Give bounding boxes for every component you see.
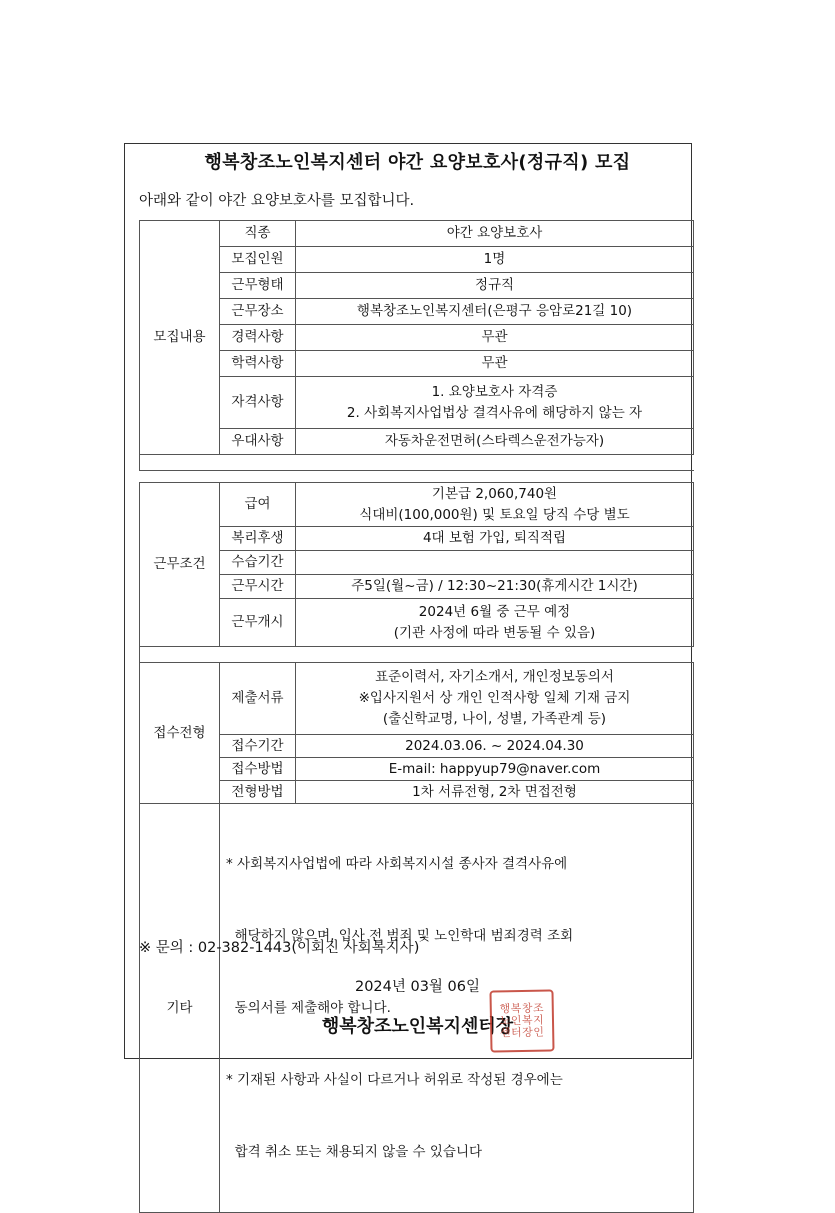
recruit-category: 모집내용 (140, 221, 220, 455)
value-line: ※입사지원서 상 개인 인적사항 일체 기재 금지 (358, 690, 631, 706)
seal-line: 행복창조 (499, 1001, 545, 1016)
row-label: 근무장소 (220, 299, 296, 325)
etc-line: 동의서를 제출해야 합니다. (226, 1000, 391, 1016)
row-value: 정규직 (296, 273, 694, 299)
official-seal (489, 989, 554, 1052)
application-category: 접수전형 (140, 663, 220, 804)
etc-category: 기타 (140, 804, 220, 1213)
seal-line: 노인복지 (499, 1013, 545, 1028)
etc-line: 해당하지 않으며, 입사 전 범죄 및 노인학대 범죄경력 조회 (226, 928, 574, 944)
row-value: 1명 (296, 247, 694, 273)
row-label: 전형방법 (220, 781, 296, 804)
row-value: 1차 서류전형, 2차 면접전형 (296, 781, 694, 804)
conditions-category: 근무조건 (140, 483, 220, 647)
row-value: 행복창조노인복지센터(은평구 응암로21길 10) (296, 299, 694, 325)
row-value (296, 551, 694, 575)
value-line: 1. 요양보호사 자격증 (431, 383, 558, 400)
contact-info: ※ 문의 : 02-382-1443(이회진 사회복지사) (139, 940, 420, 956)
row-value: 무관 (296, 325, 694, 351)
row-value: 자동차운전면허(스타렉스운전가능자) (296, 429, 694, 455)
row-label: 제출서류 (220, 663, 296, 735)
row-value: 4대 보험 가입, 퇴직적립 (296, 527, 694, 551)
value-line: 기본급 2,060,740원 (431, 485, 558, 502)
etc-notes (220, 804, 694, 1213)
row-label: 근무시간 (220, 575, 296, 599)
row-value: 2024.03.06. ~ 2024.04.30 (296, 735, 694, 758)
row-value (296, 599, 694, 647)
row-value: 무관 (296, 351, 694, 377)
seal-line: 센터장인 (499, 1025, 545, 1040)
row-value (296, 483, 694, 527)
value-line: 2024년 6월 중 근무 예정 (418, 603, 571, 620)
value-line: (출신학교명, 나이, 성별, 가족관계 등) (382, 711, 607, 727)
value-line: 식대비(100,000원) 및 토요일 당직 수당 별도 (359, 506, 630, 523)
row-label: 근무개시 (220, 599, 296, 647)
row-label: 수습기간 (220, 551, 296, 575)
intro-text: 아래와 같이 야간 요양보호사를 모집합니다. (139, 193, 415, 209)
value-line: 표준이력서, 자기소개서, 개인정보동의서 (375, 669, 614, 685)
section-spacer (140, 455, 694, 471)
row-value (296, 663, 694, 735)
issue-date: 2024년 03월 06일 (354, 979, 481, 995)
row-label: 우대사항 (220, 429, 296, 455)
row-label: 접수방법 (220, 758, 296, 781)
row-label: 접수기간 (220, 735, 296, 758)
organization-name: 행복창조노인복지센터장 (321, 1016, 514, 1037)
row-value (296, 377, 694, 429)
recruit-table (139, 220, 694, 471)
row-value: 주5일(월~금) / 12:30~21:30(휴게시간 1시간) (296, 575, 694, 599)
section-spacer (140, 647, 694, 663)
row-label: 근무형태 (220, 273, 296, 299)
conditions-table (139, 482, 694, 663)
row-label: 복리후생 (220, 527, 296, 551)
row-label: 직종 (220, 221, 296, 247)
row-value: 야간 요양보호사 (296, 221, 694, 247)
row-label: 급여 (220, 483, 296, 527)
etc-line: * 사회복지사업법에 따라 사회복지시설 종사자 결격사유에 (226, 856, 568, 872)
etc-line: 합격 취소 또는 채용되지 않을 수 있습니다 (226, 1144, 483, 1160)
row-label: 학력사항 (220, 351, 296, 377)
row-label: 경력사항 (220, 325, 296, 351)
etc-line: * 기재된 사항과 사실이 다르거나 허위로 작성된 경우에는 (226, 1072, 563, 1088)
value-line: (기관 사정에 따라 변동될 수 있음) (393, 624, 596, 641)
page-title: 행복창조노인복지센터 야간 요양보호사(정규직) 모집 (204, 152, 631, 173)
row-label: 자격사항 (220, 377, 296, 429)
row-label: 모집인원 (220, 247, 296, 273)
row-value: E-mail: happyup79@naver.com (296, 758, 694, 781)
value-line: 2. 사회복지사업법상 결격사유에 해당하지 않는 자 (346, 404, 643, 421)
